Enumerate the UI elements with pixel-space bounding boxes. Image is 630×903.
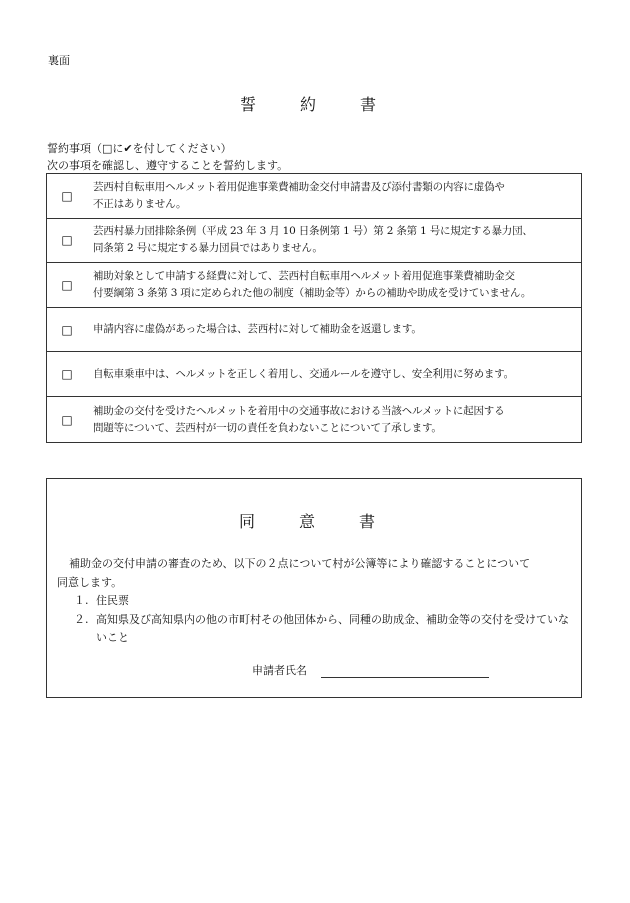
oath-item-row (47, 174, 581, 219)
consent-list-item: １. 住民票 (74, 594, 129, 607)
applicant-name-label: 申請者氏名 (252, 664, 307, 677)
applicant-name-line[interactable] (321, 663, 489, 678)
oath-item-text: 補助対象として申請する経費に対して、芸西村自転車用ヘルメット着用促進事業費補助金交 付要綱第 3 条第 3 項に定められた他の制度（補助金等）からの補助や助成を受けていません。 (93, 269, 532, 299)
oath-item-row (47, 308, 581, 353)
oath-items-table (46, 173, 582, 443)
oath-checkbox[interactable]: □ (61, 233, 73, 248)
oath-checkbox[interactable]: □ (61, 367, 73, 382)
oath-checkbox[interactable]: □ (61, 188, 73, 203)
oath-checkbox[interactable]: □ (61, 277, 73, 292)
oath-checkbox[interactable]: □ (61, 412, 73, 427)
oath-title: 誓 約 書 (239, 95, 390, 114)
consent-list-item: ２. 高知県及び高知県内の他の市町村その他団体から、同種の助成金、補助金等の交付を受けていないこと (74, 612, 569, 644)
oath-item-row (47, 263, 581, 308)
oath-item-row (47, 397, 581, 442)
oath-item-text: 芸西村自転車用ヘルメット着用促進事業費補助金交付申請書及び添付書類の内容に虚偽や 不正はありません。 (93, 180, 505, 210)
oath-item-text: 申請内容に虚偽があった場合は、芸西村に対して補助金を返還します。 (93, 323, 422, 336)
page-side-label: 裏面 (48, 54, 70, 67)
consent-statement: 補助金の交付申請の審査のため、以下の２点について村が公簿等により確認することについて (69, 557, 531, 570)
oath-item-row (47, 352, 581, 397)
oath-instruction: 誓約事項（□に✔を付してください） (47, 142, 232, 155)
consent-statement-end: 同意します。 (57, 575, 123, 589)
oath-item-text: 補助金の交付を受けたヘルメットを着用中の交通事故における当該ヘルメットに起因する 問題等について、芸西村が一切の責任を負わないことについて了承します。 (93, 404, 505, 434)
oath-item-text: 自転車乗車中は、ヘルメットを正しく着用し、交通ルールを遵守し、安全利用に努めます。 (93, 367, 514, 380)
oath-checkbox[interactable]: □ (61, 322, 73, 337)
consent-body (57, 555, 579, 648)
oath-intro: 次の事項を確認し、遵守することを誓約します。 (47, 159, 289, 172)
oath-item-text: 芸西村暴力団排除条例（平成 23 年 3 月 10 日条例第 1 号）第 2 条第 1 号に規定する暴力団、 同条第 2 号に規定する暴力団員ではありません。 (93, 225, 533, 255)
applicant-name-field (252, 662, 489, 678)
oath-item-row (47, 219, 581, 264)
consent-title: 同 意 書 (238, 512, 389, 531)
